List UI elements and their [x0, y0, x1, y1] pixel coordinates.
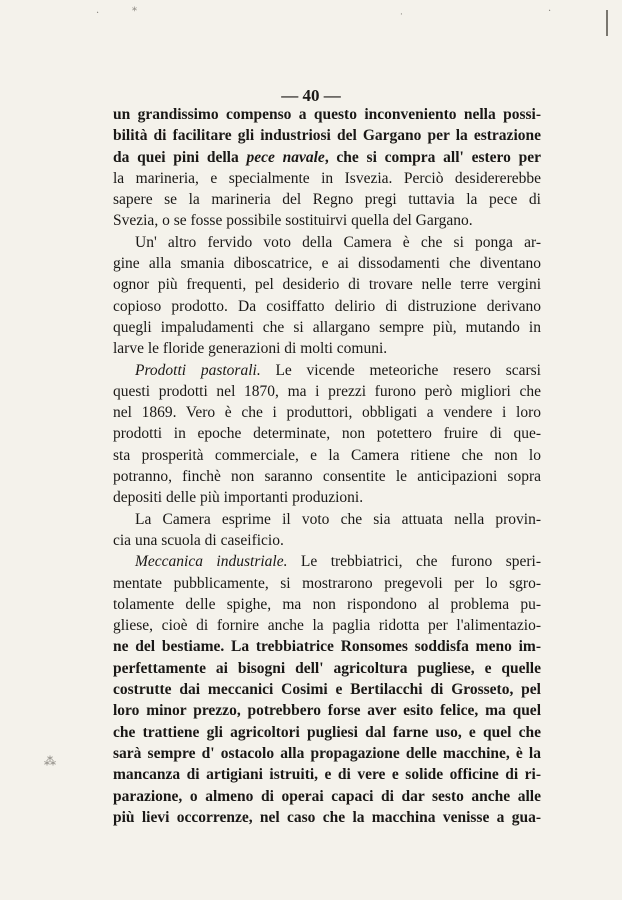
text-line-content: larve le floride generazioni di molti comuni.	[113, 340, 388, 358]
text-line-content: Le vicende meteoriche resero scarsi	[260, 361, 541, 379]
text-line-content: ne del bestiame. La trebbiatrice Ronsomes soddisfa meno im-	[113, 638, 541, 656]
text-line-content: la marineria, e specialmente in Isvezia. Perciò desidererebbe	[113, 169, 541, 187]
text-line	[113, 147, 541, 168]
text-line	[113, 530, 541, 551]
text-line-content: da quei pini della	[113, 148, 247, 166]
text-line	[113, 487, 541, 508]
italic-term: pece navale	[246, 148, 325, 166]
text-line	[113, 338, 541, 359]
italic-term: Prodotti pastorali.	[135, 361, 261, 379]
text-line-content: , che si compra all' estero per	[324, 148, 541, 166]
page-edge-mark	[606, 10, 608, 36]
page-number: — 40 —	[281, 86, 341, 105]
speck-mark: ·	[548, 6, 552, 17]
text-line-content: sarà sempre d' ostacolo alla propagazione delle macchine, è la	[113, 744, 541, 762]
text-line-content: Svezia, o se fosse possibile sostituirvi quella del Gargano.	[113, 212, 473, 230]
body-text	[113, 104, 541, 828]
text-line	[113, 615, 541, 636]
text-line-content: che trattiene gli agricoltori pugliesi dal farne uso, e quel che	[113, 723, 541, 741]
text-line	[113, 360, 541, 381]
text-line	[113, 125, 541, 146]
text-line-content: ognor più frequenti, pel desiderio di trovare nelle terre vergini	[113, 276, 541, 294]
speck-mark: ⁂	[44, 754, 56, 768]
text-line-content: depositi delle più importanti produzioni.	[113, 489, 364, 507]
text-line	[113, 551, 541, 572]
text-line-content: quegli impaludamenti che si allargano sempre più, mutando in	[113, 318, 541, 336]
text-line-content: bilità di facilitare gli industriosi del Gargano per la estrazione	[113, 127, 541, 145]
text-line-content: sta prosperità commerciale, e la Camera ritiene che non lo	[113, 446, 541, 464]
text-line	[113, 253, 541, 274]
text-line-content: più lievi occorrenze, nel caso che la macchina venisse a gua-	[113, 808, 541, 826]
text-line	[113, 402, 541, 423]
speck-mark: ·	[400, 10, 403, 20]
text-line	[113, 445, 541, 466]
text-line	[113, 296, 541, 317]
text-line	[113, 210, 541, 231]
text-line	[113, 104, 541, 125]
text-line	[113, 317, 541, 338]
text-line-content: Le trebbiatrici, che furono speri-	[287, 553, 541, 571]
text-line	[113, 573, 541, 594]
text-line-content: gliese, cioè di fornire anche la paglia ridotta per l'alimentazio-	[113, 617, 541, 635]
text-line-content: La Camera esprime il voto che sia attuata nella provin-	[135, 510, 541, 528]
text-line	[113, 743, 541, 764]
text-line-content: potranno, finchè non saranno consentite le anticipazioni sopra	[113, 468, 541, 486]
text-line	[113, 381, 541, 402]
speck-mark: *	[132, 6, 137, 17]
text-line-content: costrutte dai meccanici Cosimi e Bertilacchi di Grosseto, pel	[113, 681, 541, 699]
text-line	[113, 764, 541, 785]
text-line	[113, 786, 541, 807]
text-line	[113, 722, 541, 743]
text-line	[113, 168, 541, 189]
text-line	[113, 274, 541, 295]
text-line	[113, 658, 541, 679]
text-line-content: parazione, o almeno di operai capaci di dar sesto anche alle	[113, 787, 541, 805]
italic-term: Meccanica industriale.	[135, 553, 288, 571]
text-line	[113, 232, 541, 253]
text-line	[113, 636, 541, 657]
text-line-content: loro minor prezzo, potrebbero forse aver esito felice, ma quel	[113, 702, 541, 720]
text-line-content: perfettamente ai bisogni dell' agricoltura pugliese, e quelle	[113, 659, 541, 677]
text-line	[113, 807, 541, 828]
text-line	[113, 509, 541, 530]
text-line-content: mancanza di artigiani istruiti, e di vere e solide officine di ri-	[113, 766, 541, 784]
text-line	[113, 466, 541, 487]
text-line-content: nel 1869. Vero è che i produttori, obbligati a vendere i loro	[113, 404, 541, 422]
text-line	[113, 189, 541, 210]
text-line-content: copioso prodotto. Da cosiffatto delirio di distruzione derivano	[113, 297, 541, 315]
speck-mark: ·	[96, 8, 100, 19]
text-line-content: sapere se la marineria del Regno pregi tuttavia la pece di	[113, 191, 541, 209]
text-line-content: cia una scuola di caseificio.	[113, 531, 284, 549]
text-line	[113, 423, 541, 444]
text-line-content: un grandissimo compenso a questo inconveniento nella possi-	[113, 106, 541, 123]
text-line	[113, 679, 541, 700]
text-line-content: tolamente delle spighe, ma non rispondono al problema pu-	[113, 595, 541, 613]
text-line-content: prodotti in epoche determinate, non potettero fruire di que-	[113, 425, 541, 443]
text-line-content: mentate pubblicamente, si mostrarono pregevoli per lo sgro-	[113, 574, 541, 592]
text-line	[113, 700, 541, 721]
text-line-content: questi prodotti nel 1870, ma i prezzi furono però migliori che	[113, 382, 541, 400]
text-line	[113, 594, 541, 615]
text-line-content: Un' altro fervido voto della Camera è che si ponga ar-	[135, 233, 541, 251]
text-line-content: gine alla smania diboscatrice, e ai dissodamenti che diventano	[113, 255, 541, 273]
